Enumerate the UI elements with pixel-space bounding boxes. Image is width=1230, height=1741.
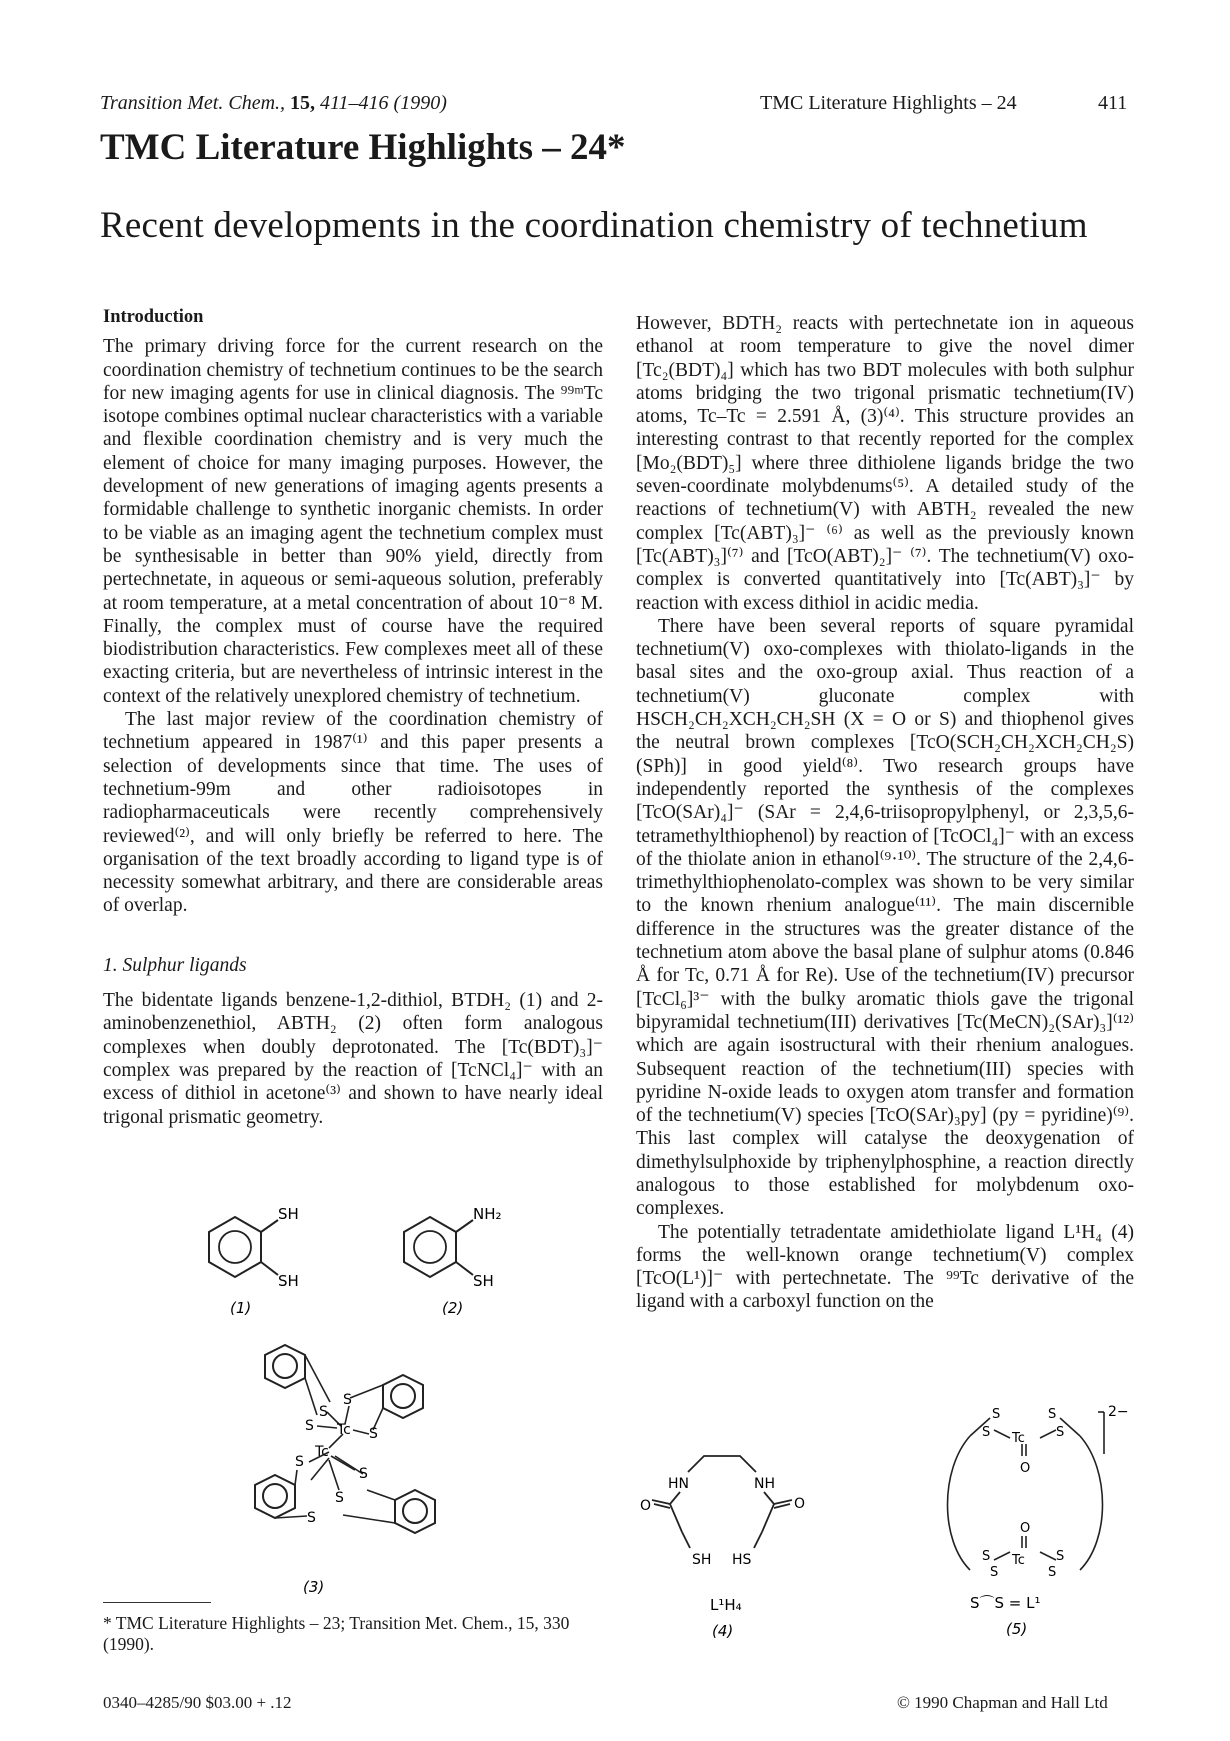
atom-s-8: S [335, 1490, 344, 1506]
left-column [103, 306, 603, 1129]
atom-o-top: O [1020, 1461, 1031, 1476]
atom-s-top-3: S [982, 1425, 991, 1440]
atom-tc-1: Tc [337, 1422, 351, 1438]
atom-sh: SH [692, 1552, 712, 1568]
journal-name: Transition Met. Chem., [100, 92, 286, 114]
atom-s-5: S [295, 1454, 304, 1470]
figure-1-caption: (1) [230, 1299, 252, 1317]
atom-tc-2: Tc [315, 1444, 329, 1460]
atom-s-bottom-3: S [990, 1565, 999, 1580]
atom-s-top-1: S [992, 1407, 1001, 1422]
right-paragraph-2: There have been several reports of square pyramidal technetium(V) oxo-complexes with thiolato-ligands in the basal sites and the oxo-group axial. Thus reaction of a technetium(V) gluconate complex with HSCH₂CH₂XCH₂CH₂SH (X = O or S) and thiophenol gives the neutral brown complexes [TcO(SCH₂CH₂XCH₂CH₂S)(SPh)] in good yield⁽⁸⁾. Two research groups have independently reported the synthesis of the complexes [TcO(SAr)₄]⁻ (SAr = 2,4,6-triisopropylphenyl, or 2,3,5,6-tetramethylthiophenol) by reaction of [TcOCl₄]⁻ with an excess of the thiolate anion in ethanol⁽⁹·¹⁰⁾. The structure of the 2,4,6-trimethylthiophenolato-complex was shown to be very similar to the known rhenium analogue⁽¹¹⁾. The main discernible difference in the structures was the greater distance of the technetium atom above the basal plane of sulphur atoms (0.846 Å for Tc, 0.71 Å for Re). Use of the technetium(IV) precursor [TcCl₆]³⁻ with the bulky aromatic thiols gave the trigonal bipyramidal technetium(III) derivatives [Tc(MeCN)₂(SAr)₃]⁽¹²⁾ which are again isostructural with their rhenium analogues. Subsequent reaction of the technetium(III) species with pyridine N-oxide leads to oxygen atom transfer and formation of the technetium(V) species [TcO(SAr)₃py] (py = pyridine)⁽⁹⁾. This last complex will catalyse the deoxygenation of dimethylsulphoxide by triphenylphosphine, a reaction directly analogous to those established for molybdenum oxo-complexes. [636, 615, 1134, 1220]
intro-paragraph-2: The last major review of the coordination chemistry of technetium appeared in 1987⁽¹⁾ and this paper presents a selection of developments since that time. The uses of technetium-99m and other radioisotopes in radiopharmaceuticals were recently comprehensively reviewed⁽²⁾, and will only briefly be referred to here. The organisation of the text broadly according to ligand type is of necessity somewhat arbitrary, and there are considerable areas of overlap. [103, 709, 603, 917]
structure-3-figure [245, 1330, 475, 1600]
figure-5-caption: (5) [1006, 1620, 1028, 1638]
footnote: * TMC Literature Highlights – 23; Transition Met. Chem., 15, 330 (1990). [103, 1613, 570, 1654]
structure-1-figure [190, 1195, 330, 1320]
atom-nh: NH [754, 1476, 775, 1492]
atom-s-top-2: S [1048, 1407, 1057, 1422]
atom-s-3: S [305, 1418, 314, 1434]
figure-5-legend: S⌒S = L¹ [970, 1594, 1041, 1612]
figure-4-formula: L¹H₄ [710, 1596, 742, 1614]
intro-heading: Introduction [103, 307, 204, 327]
figure-3-caption: (3) [303, 1578, 325, 1596]
running-title: TMC Literature Highlights – 24 [760, 92, 1017, 114]
series-title: TMC Literature Highlights – 24* [100, 127, 626, 168]
article-title: Recent developments in the coordination chemistry of technetium [100, 205, 1088, 246]
journal-volume: 15, [290, 92, 316, 114]
right-paragraph-1: However, BDTH₂ reacts with pertechnetate ion in aqueous ethanol at room temperature to give the novel dimer [Tc₂(BDT)₄] which has two BDT molecules with both sulphur atoms bridging the two trigonal prismatic technetium(IV) atoms, Tc–Tc = 2.591 Å, (3)⁽⁴⁾. This structure provides an interesting contrast to that recently reported for the complex [Mo₂(BDT)₅] where three dithiolene ligands bridge the two seven-coordinate molybdenums⁽⁵⁾. A detailed study of the reactions of technetium(V) with ABTH₂ revealed the new complex [Tc(ABT)₃]⁻ ⁽⁶⁾ as well as the previously known [Tc(ABT)₃]⁽⁷⁾ and [TcO(ABT)₂]⁻ ⁽⁷⁾. The technetium(V) oxo-complex is converted quantitatively into [Tc(ABT)₃]⁻ by reaction with excess dithiol in acidic media. [636, 313, 1134, 614]
atom-s-bottom-2: S [1056, 1549, 1065, 1564]
atom-s-1: S [319, 1404, 328, 1420]
atom-s-bottom-4: S [1048, 1565, 1057, 1580]
atom-o-bottom: O [1020, 1521, 1031, 1536]
atom-s-4: S [369, 1426, 378, 1442]
figure-2-caption: (2) [442, 1299, 464, 1317]
issn-price: 0340–4285/90 $03.00 + .12 [103, 1693, 292, 1712]
atom-s-bottom-1: S [982, 1549, 991, 1564]
structure-2-figure [385, 1195, 525, 1320]
sh-label: SH [473, 1272, 494, 1290]
atom-s-2: S [343, 1392, 352, 1408]
complex-charge: 2− [1108, 1404, 1129, 1420]
atom-s-7: S [307, 1510, 316, 1526]
page-number: 411 [1098, 92, 1128, 114]
atom-o-right: O [794, 1496, 806, 1512]
structure-4-figure [640, 1420, 840, 1650]
atom-s-top-4: S [1056, 1425, 1065, 1440]
atom-tc-top: Tc [1012, 1431, 1025, 1446]
figure-4-caption: (4) [712, 1622, 734, 1640]
sh-label-bottom: SH [278, 1272, 299, 1290]
journal-pages: 411–416 (1990) [320, 92, 447, 114]
section-1-paragraph-1: The bidentate ligands benzene-1,2-dithiol, BTDH₂ (1) and 2-aminobenzenethiol, ABTH₂ (2) often form analogous complexes when doubly deprotonated. The [Tc(BDT)₃]⁻ complex was prepared by the reaction of [TcNCl₄]⁻ with an excess of dithiol in acetone⁽³⁾ and shown to have nearly ideal trigonal prismatic geometry. [103, 990, 603, 1128]
right-paragraph-3: The potentially tetradentate amidethiolate ligand L¹H₄ (4) forms the well-known orange technetium(V) complex [TcO(L¹)]⁻ with pertechnetate. The ⁹⁹Tc derivative of the ligand with a carboxyl function on the [636, 1221, 1134, 1313]
atom-o-left: O [640, 1498, 652, 1514]
atom-hn: HN [668, 1476, 689, 1492]
footnote-rule [103, 1602, 211, 1603]
structure-5-figure [930, 1400, 1150, 1650]
intro-paragraph-1: The primary driving force for the current research on the coordination chemistry of technetium continues to be the search for new imaging agents for use in clinical diagnosis. The ⁹⁹ᵐTc isotope combines optimal nuclear characteristics with a variable and flexible coordination chemistry and is very much the element of choice for many imaging purposes. However, the development of new generations of imaging agents presents a formidable challenge to synthetic inorganic chemists. In order to be viable as an imaging agent the technetium complex must be synthesisable in better than 90% yield, directly from pertechnetate, in aqueous or semi-aqueous solution, preferably at room temperature, at a metal concentration of about 10⁻⁸ M. Finally, the complex must of course have the required biodistribution characteristics. Few complexes meet all of these exacting criteria, but are nevertheless of intrinsic interest in the context of the relatively unexplored chemistry of technetium. [103, 336, 603, 707]
sh-label-top: SH [278, 1205, 299, 1223]
atom-hs: HS [732, 1552, 752, 1568]
copyright: © 1990 Chapman and Hall Ltd [897, 1693, 1108, 1712]
atom-s-6: S [359, 1466, 368, 1482]
section-1-heading: 1. Sulphur ligands [103, 954, 247, 976]
atom-tc-bottom: Tc [1012, 1553, 1025, 1568]
nh2-label: NH₂ [473, 1205, 502, 1223]
right-column [636, 312, 1134, 1314]
journal-citation [100, 92, 447, 115]
